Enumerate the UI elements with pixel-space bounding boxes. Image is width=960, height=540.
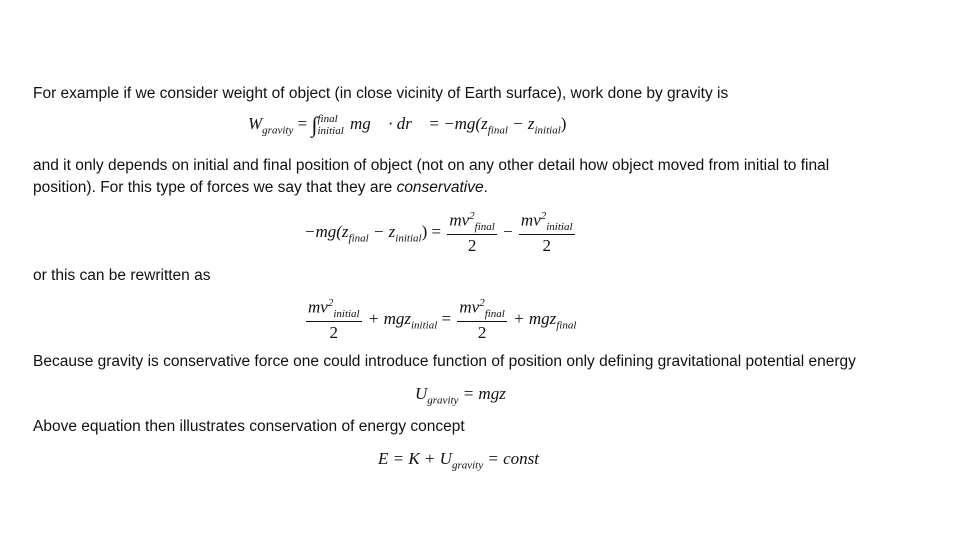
eq3-sub1: initial (410, 319, 438, 332)
equation-work-energy (304, 210, 577, 256)
eq2-num1-sub: final (474, 221, 495, 234)
eq2-num1-sup: 2 (469, 210, 475, 222)
eq3-num1-sup: 2 (327, 297, 334, 309)
eq3-fraction-final (457, 297, 507, 343)
integral-upper: final (317, 113, 338, 126)
paragraph-depends-line1: and it only depends on initial and final position of object (not on any other detail how object moved from initial to final (33, 157, 830, 174)
eq5-lhs: E = K + U (378, 449, 452, 468)
equation-work-integral (248, 112, 566, 138)
integral-sign: ∫ (311, 112, 318, 137)
eq2-den2: 2 (542, 236, 551, 256)
eq2-num2-sup: 2 (540, 210, 547, 222)
eq3-plus2: + mgz (513, 308, 557, 328)
paragraph-potential-energy: Because gravity is conservative force one could introduce function of position only defining gravitational potential energy (33, 353, 856, 370)
eq1-equals2: = (429, 114, 439, 133)
p2-text: position). For this type of forces we say that they are (33, 179, 397, 196)
eq4-rhs: = mgz (458, 384, 506, 403)
paragraph-work-gravity: For example if we consider weight of object (in close vicinity of Earth surface), work done by gravity is (33, 85, 729, 102)
eq3-den2: 2 (477, 323, 487, 343)
paragraph-conservation: Above equation then illustrates conservation of energy concept (33, 418, 465, 435)
p2-end: . (483, 179, 488, 196)
eq5-sub: gravity (451, 459, 484, 472)
eq3-num2: mv (459, 297, 480, 317)
eq2-initial-sub: initial (395, 232, 422, 245)
eq3-equals: = (441, 308, 452, 328)
eq5-rhs: = const (483, 449, 539, 468)
eq2-minus: − z (368, 221, 396, 241)
paragraph-depends-line2 (33, 177, 488, 199)
eq3-num2-sub: final (484, 308, 505, 321)
eq1-minus: − z (507, 114, 535, 133)
eq4-u: U (415, 384, 428, 403)
eq3-den1: 2 (329, 323, 339, 343)
eq1-final-sub: final (487, 124, 508, 137)
eq1-rhs-prefix: −mg(z (443, 114, 488, 133)
equation-energy-balance (304, 297, 576, 343)
eq3-plus1: + mgz (367, 308, 411, 328)
eq1-close: ) (560, 114, 567, 133)
equation-total-energy (378, 449, 539, 471)
eq2-den1: 2 (467, 236, 477, 256)
equation-potential (415, 384, 506, 406)
eq3-sub2: final (556, 319, 577, 332)
eq1-initial-sub: initial (534, 124, 561, 137)
eq1-w: W (248, 114, 263, 133)
eq2-num2: mv (520, 210, 541, 230)
integral-lower: initial (317, 125, 344, 138)
eq2-close: ) = (421, 221, 442, 241)
eq2-fraction-final (447, 210, 497, 256)
eq2-fraction-initial (519, 210, 575, 256)
eq3-fraction-initial (306, 297, 362, 343)
eq2-final-sub: final (348, 232, 369, 245)
eq3-num1: mv (308, 297, 328, 317)
eq4-sub: gravity (427, 394, 459, 407)
eq2-num1: mv (449, 210, 470, 230)
eq3-num1-sub: initial (333, 308, 360, 321)
eq1-equals1: = (297, 114, 308, 133)
eq1-w-sub: gravity (262, 124, 294, 137)
eq1-integrand: mg⃗ · dr⃗ (350, 114, 426, 133)
eq3-num2-sup: 2 (479, 297, 485, 309)
p2-italic: conservative (396, 179, 484, 196)
paragraph-rewritten: or this can be rewritten as (33, 267, 211, 284)
eq2-num2-sub: initial (546, 221, 573, 234)
eq2-lhs: −mg(z (304, 221, 349, 241)
eq2-op: − (503, 221, 513, 241)
integral-limits (317, 113, 343, 137)
